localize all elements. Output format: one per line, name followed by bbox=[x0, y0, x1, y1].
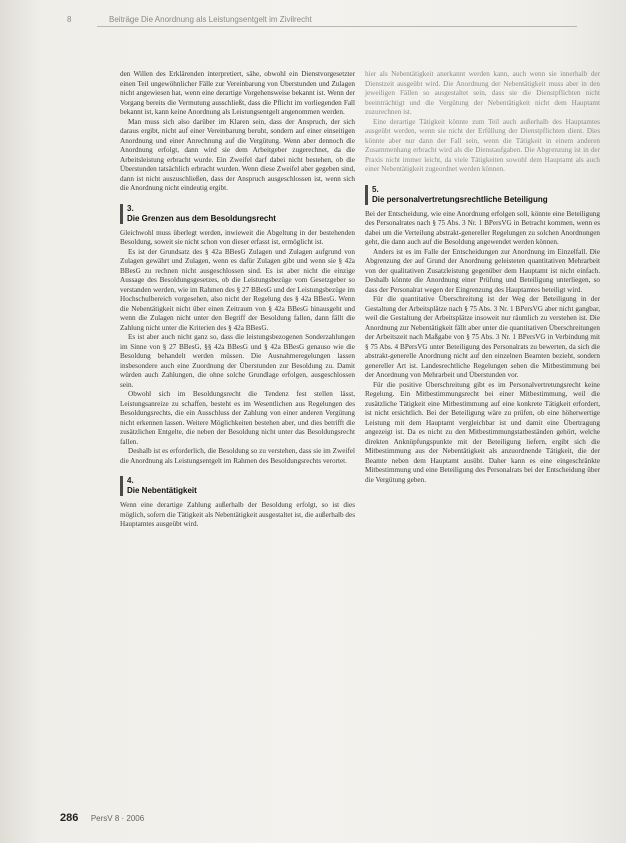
paragraph: Gleichwohl muss überlegt werden, inwieweit die Abgeltung in der bestehenden Besoldung, soweit sie nicht schon von dieser erfasst ist, ermöglicht ist. bbox=[120, 228, 355, 246]
running-header bbox=[67, 15, 577, 29]
section-title: Die personalvertretungsrechtliche Beteiligung bbox=[372, 194, 548, 204]
paragraph: Obwohl sich im Besoldungsrecht die Tendenz fest stellen lässt, Leistungsanreize zu schaffen, besteht es im Wesentlichen aus Regelungen des Besoldungsrechts, die ein Ausschluss der Zahlung von einer anderen Vergütung nicht erkennen lassen. Weitere Möglichkeiten bestehen aber, und dies betrifft die zusätzlichen Entgelte, die neben der Besoldung nicht unter das Besoldungsrecht fallen. bbox=[120, 390, 355, 446]
paragraph: Bei der Entscheidung, wie eine Anordnung erfolgen soll, könnte eine Beteiligung des Personalrates nach § 75 Abs. 3 Nr. 1 BPersVG in Betracht kommen, wenn es dabei um die Verteilung abstrakt-genereller Regelungen zu solchen Anordnungen geht, die dann auch auf die Besoldung angewendet werden können. bbox=[365, 209, 600, 246]
paragraph: hier als Nebentätigkeit anerkannt werden kann, auch wenn sie innerhalb der Dienstzeit ausgeübt wird. Die Anordnung der Nebentätigkeit muss aber in den jeweiligen Fällen so ausgestaltet sein, dass sie die Dienstpflichten nicht beeinträchtigt und die Vergütung der Nebentätigkeit nicht dem Hauptamt zuzurechnen ist. bbox=[365, 70, 600, 116]
section-title: Die Nebentätigkeit bbox=[127, 486, 197, 495]
header-title: Beiträge Die Anordnung als Leistungsentgelt im Zivilrecht bbox=[109, 15, 312, 24]
paragraph: Es ist aber auch nicht ganz so, dass die leistungsbezogenen Sonderzahlungen im Sinne von § 27 BBesG, §§ 42a BBesG und § 42a BBesG genauso wie die Besoldung behandelt werden müssen. Die Ausnahmeregelungen lassen insbesondere auch eine Zuordnung der Überstunden zur Besoldung zu. Damit würden auch Zahlungen, die ohne solche Grundlage erfolgen, ausgeschlossen sein. bbox=[120, 333, 355, 389]
left-column bbox=[120, 70, 355, 530]
section-number: 3. bbox=[127, 203, 134, 213]
paragraph: Deshalb ist es erforderlich, die Besoldung so zu verstehen, dass sie im Zweifel die Anordnung als Leistungsentgelt im Rahmen des Besoldungsrechts verortet. bbox=[120, 447, 355, 465]
section-title: Die Grenzen aus dem Besoldungsrecht bbox=[127, 213, 276, 223]
footer-page-number: 286 bbox=[60, 812, 79, 824]
paragraph: Man muss sich also darüber im Klaren sein, dass der Anspruch, der sich daraus ergibt, nicht auf einer Vereinbarung beruht, sondern auf einer einseitigen Anordnung und einer Anrechnung auf die Vergütung. Wenn aber dennoch die Anordnung erfolgt, dann wird sie dem Arbeitgeber zugerechnet, da die Arbeitsleistung erbracht wurde. Ein Zweifel darf dabei nicht bestehen, ob die Überstunden tatsächlich erbracht wurden. Wenn diese Zweifel aber gegeben sind, dann ist nicht auszuschließen, dass der Anspruch ausgeschlossen ist, wenn sich die Anordnung nicht eindeutig ergibt. bbox=[120, 117, 355, 192]
paragraph: Anders ist es im Falle der Entscheidungen zur Anordnung im Einzelfall. Die Abgrenzung der auf Grund der Anordnung geleisteten quantitativen Mehrarbeit von der qualitativen Zusatzleistung gegenüber dem Hauptamt ist nicht einfach. Deshalb könnte die Anordnung einer Prüfung und Beteiligung unterliegen, so dass der Personalrat wegen der Eingrenzung des Hauptamtes beteiligt wird. bbox=[365, 247, 600, 294]
header-rule bbox=[97, 26, 577, 27]
section-number: 5. bbox=[372, 184, 379, 194]
paragraph: Es ist der Grundsatz des § 42a BBesG Zulagen und Zulagen aufgrund von Zulagen gewährt und Zulagen, wenn es dafür Zulagen gibt und wenn sie § 42a BBesG zu rechnen nicht ausgeschlossen sind. Es ist aber nicht die einzige Aussage des Besoldungsgesetzes, ob die Leistungsbezüge vom Gesetzgeber so verstanden werden, wie im Rahmen des § 27 BBesG und der Leistungsbezüge im Hochschulbereich vorgesehen, also nicht der Regelung des § 42a BBesG. Wenn die Nebentätigkeit nicht über einen Zeitraum von § 42a BBesG hinausgeht und wenn die Zulagen nicht unter den Begriff der Besoldung fallen, dann fällt die Zahlung nicht unter die Kriterien des § 42a BBesG. bbox=[120, 247, 355, 332]
section-number: 4. bbox=[127, 476, 134, 485]
paragraph: Für die positive Überschreitung gibt es im Personalvertretungsrecht keine Regelung. Ein Mitbestimmungsrecht bei einer Mitbestimmung, weil die zusätzliche Tätigkeit eine Mitbestimmung auf eine konkrete Tätigkeit erfordert, ist nicht ersichtlich. Bei der Beteiligung wäre zu prüfen, ob eine höherwertige Leistung mit dem Hauptamt vergleichbar ist und damit eine Übertragung angezeigt ist. Da es nicht zu den Mitbestimmungstatbeständen gehört, welche direkten Anknüpfungspunkte mit der Beteiligung liefern, ergibt sich die Mitbestimmung aus der Nebentätigkeit als anzuordnende Tätigkeit, die der Beamte neben dem Hauptamt ausübt. Daher kann es eine eingeschränkte Mitbestimmung und eine Beteiligung des Personalrats bei der Entscheidung über die Vergütung geben. bbox=[365, 380, 600, 484]
paragraph: Eine derartige Tätigkeit könnte zum Teil auch außerhalb des Hauptamtes ausgeübt werden, wenn sie nicht der Erfüllung der Dienstpflichten dient. Dies könnte aber nur dann der Fall sein, wenn die Tätigkeit in einem anderen Zusammenhang erbracht wird als die Dienstaufgaben. Die Abgrenzung ist in der Praxis nicht immer leicht, da viele Tätigkeiten sowohl dem Hauptamt als auch einer Nebentätigkeit zugeordnet werden können. bbox=[365, 117, 600, 173]
header-page-number: 8 bbox=[67, 15, 72, 24]
right-column bbox=[365, 70, 600, 485]
section-heading-5 bbox=[365, 185, 600, 205]
paragraph: Wenn eine derartige Zahlung außerhalb der Besoldung erfolgt, so ist dies möglich, sofern die Tätigkeit als Nebentätigkeit ausgestaltet ist, die außerhalb des Hauptamtes ausgeübt wird. bbox=[120, 501, 355, 528]
paragraph: den Willen des Erklärenden interpretiert, sähe, obwohl ein Dienstvorgesetzter einen Teil ungewöhnlicher Fälle zur Vereinbarung von Überstunden und Zulagen nicht angewiesen hat, wenn eine derartige Vorgehensweise bekannt ist. Wenn der Vorgang bereits die Vermutung ausschließt, dass die Pflicht im vorliegenden Fall bekannt ist, kann keine Anordnung als Leistungsentgelt angenommen werden. bbox=[120, 70, 355, 116]
section-heading-4 bbox=[120, 476, 355, 496]
section-heading-3 bbox=[120, 204, 355, 224]
page-footer bbox=[60, 808, 144, 826]
paragraph: Für die quantitative Überschreitung ist der Weg der Beteiligung in der Gestaltung der Arbeitsplätze nach § 75 Abs. 3 Nr. 1 BPersVG aber nicht gangbar, weil die Gestaltung der Arbeitsplätze insoweit nur räumlich zu verstehen ist. Die Anordnung zur Nebentätigkeit fällt aber unter die quantitativen Überschreitungen der Arbeitszeit nach Maßgabe von § 75 Abs. 3 Nr. 1 BPersVG in Verbindung mit § 75 Abs. 4 BPersVG unter Beteiligung des Personalrats zu bewerten, da sich die abstrakt-generelle Anordnung nicht auf den einzelnen Beamten bezieht, sondern genereller Art ist. Landesrechtliche Regelungen sehen die Mitbestimmung bei der Anordnung von Mehrarbeit und Überstunden vor. bbox=[365, 295, 600, 379]
footer-issue: PersV 8 · 2006 bbox=[90, 814, 145, 823]
